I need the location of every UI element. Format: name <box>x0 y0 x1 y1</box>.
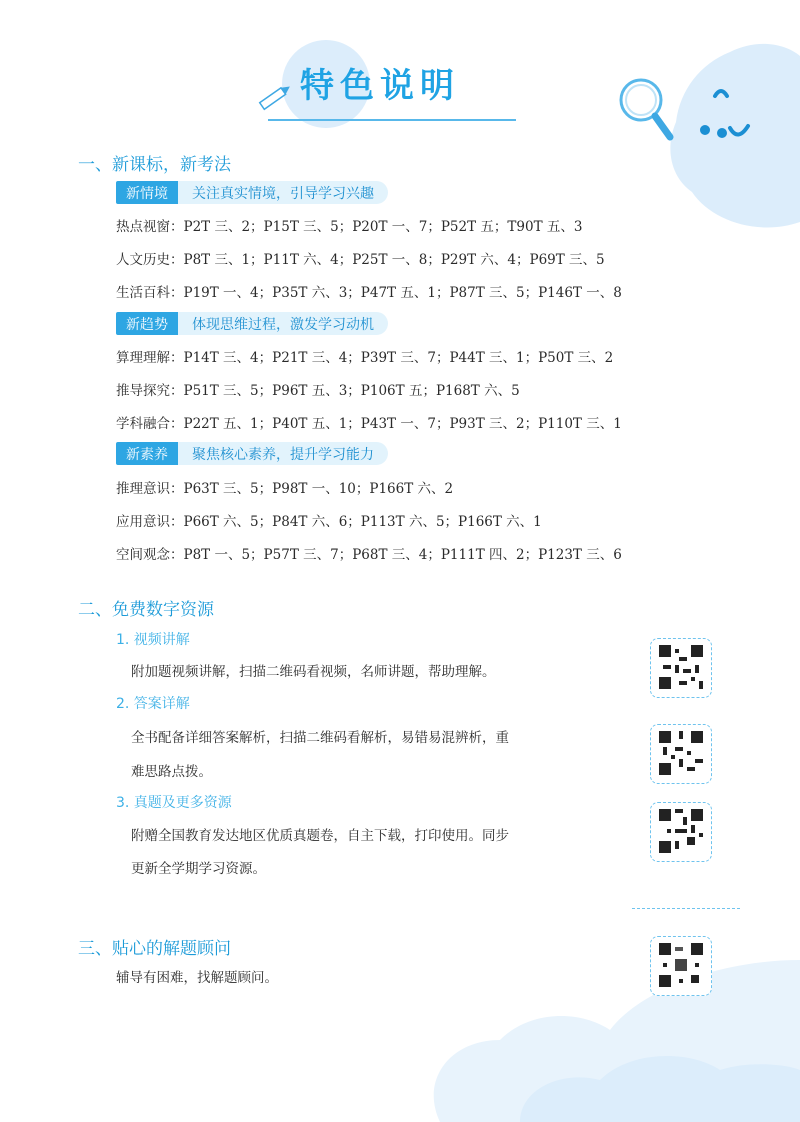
tag-row-1 <box>116 181 388 204</box>
qr-code-advisor[interactable] <box>650 936 712 996</box>
list-item: 生活百科：P19T 一、4；P35T 六、3；P47T 五、1；P87T 三、5；P146T 一、8 <box>116 285 622 301</box>
divider <box>632 908 740 909</box>
list-item: 推理意识：P63T 三、5；P98T 一、10；P166T 六、2 <box>116 481 454 497</box>
list-item: 应用意识：P66T 六、5；P84T 六、6；P113T 六、5；P166T 六、1 <box>116 514 542 530</box>
qr-code-icon <box>659 943 703 987</box>
tag-description: 聚焦核心素养，提升学习能力 <box>178 442 388 465</box>
list-item: 人文历史：P8T 三、1；P11T 六、4；P25T 一、8；P29T 六、4；P69T 三、5 <box>116 252 605 268</box>
magnifier-icon <box>621 80 670 137</box>
resource-title: 3. 真题及更多资源 <box>116 795 232 811</box>
list-item: 算理理解：P14T 三、4；P21T 三、4；P39T 三、7；P44T 三、1；P50T 三、2 <box>116 350 614 366</box>
resource-text: 难思路点拨。 <box>131 764 212 780</box>
page-title: 特色说明 <box>300 66 460 106</box>
section3-heading: 三、贴心的解题顾问 <box>78 939 231 959</box>
list-item: 推导探究：P51T 三、5；P96T 五、3；P106T 五；P168T 六、5 <box>116 383 520 399</box>
eye-icon <box>700 125 710 135</box>
tag-label: 新素养 <box>116 442 178 465</box>
qr-code-video[interactable] <box>650 638 712 698</box>
resource-text: 附赠全国教育发达地区优质真题卷，自主下载，打印使用。同步 <box>131 828 509 844</box>
resource-text: 更新全学期学习资源。 <box>131 861 266 877</box>
qr-code-icon <box>659 645 703 689</box>
tag-label: 新趋势 <box>116 312 178 335</box>
list-item: 空间观念：P8T 一、5；P57T 三、7；P68T 三、4；P111T 四、2；P123T 三、6 <box>116 547 622 563</box>
tag-description: 关注真实情境，引导学习兴趣 <box>178 181 388 204</box>
tag-row-3 <box>116 442 388 465</box>
list-item: 学科融合：P22T 五、1；P40T 五、1；P43T 一、7；P93T 三、2；P110T 三、1 <box>116 416 622 432</box>
resource-text: 附加题视频讲解，扫描二维码看视频，名师讲题，帮助理解。 <box>131 664 496 680</box>
qr-code-answers[interactable] <box>650 724 712 784</box>
resource-text: 全书配备详细答案解析，扫描二维码看解析，易错易混辨析，重 <box>131 730 509 746</box>
list-item: 热点视窗：P2T 三、2；P15T 三、5；P20T 一、7；P52T 五；T90T 五、3 <box>116 219 583 235</box>
section3-text: 辅导有困难，找解题顾问。 <box>116 970 278 986</box>
resource-title: 1. 视频讲解 <box>116 632 190 648</box>
resource-title: 2. 答案详解 <box>116 696 190 712</box>
title-underline <box>268 119 516 121</box>
qr-code-icon <box>659 731 703 775</box>
section1-heading: 一、新课标，新考法 <box>78 155 231 175</box>
tag-description: 体现思维过程，激发学习动机 <box>178 312 388 335</box>
section2-heading: 二、免费数字资源 <box>78 600 214 620</box>
qr-code-resources[interactable] <box>650 802 712 862</box>
qr-code-icon <box>659 809 703 853</box>
tag-row-2 <box>116 312 388 335</box>
tag-label: 新情境 <box>116 181 178 204</box>
